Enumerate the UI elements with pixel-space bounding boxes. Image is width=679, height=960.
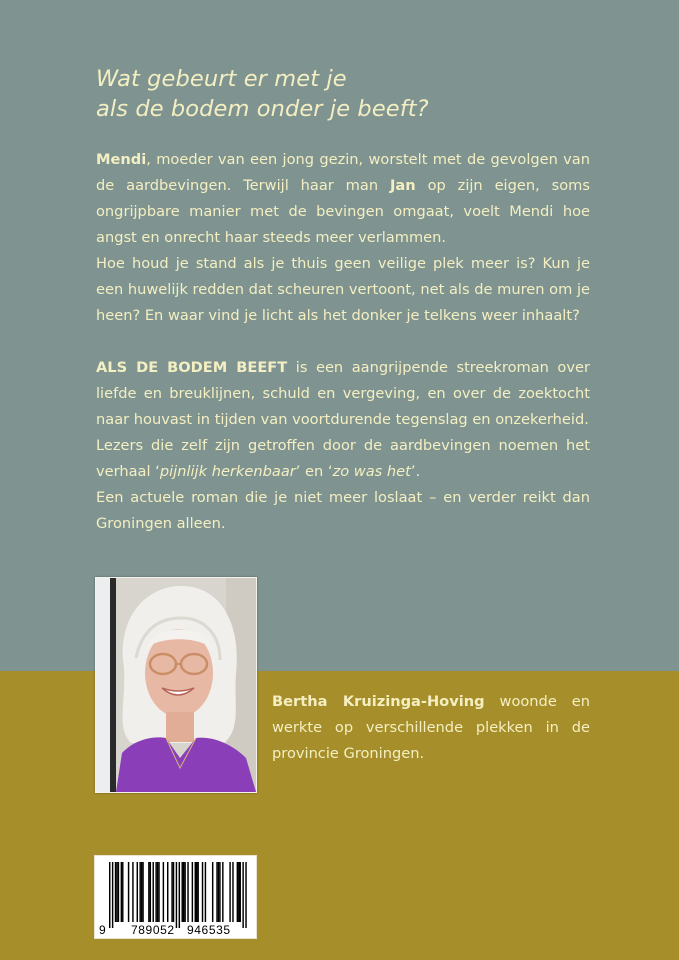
- book-title: ALS DE BODEM BEEFT: [96, 359, 288, 376]
- character-name-jan: Jan: [390, 177, 416, 194]
- barcode-icon: [95, 856, 256, 938]
- spacer: [96, 329, 590, 355]
- tagline-line-2: als de bodem onder je beeft?: [96, 96, 429, 122]
- barcode-digit-first: 9: [99, 923, 106, 937]
- blurb-text: is een aangrijpende streekroman over liefde en breuklijnen, schuld en vergeving, en over de zoektocht naar houvast in tijden van voortdurende tegenslag en onzekerheid.: [96, 359, 590, 428]
- blurb-paragraph-5: Een actuele roman die je niet meer loslaat – en verder reikt dan Groningen alleen.: [96, 489, 590, 532]
- author-photo: [95, 577, 257, 793]
- blurb: [96, 147, 590, 537]
- author-portrait-icon: [96, 578, 256, 792]
- quote-2: zo was het: [332, 463, 411, 480]
- author-bio: [272, 689, 590, 767]
- blurb-text: op zijn eigen, soms ongrijpbare manier met de bevingen omgaat, voelt Mendi hoe angst en onrecht haar steeds meer verlammen.: [96, 177, 590, 246]
- blurb-text: ’.: [410, 463, 421, 480]
- tagline-line-1: Wat gebeurt er met je: [96, 66, 347, 92]
- blurb-text: , moeder van een jong gezin, worstelt met de gevolgen van de aardbevingen. Terwijl haar man: [96, 151, 590, 194]
- blurb-paragraph-1: [96, 147, 590, 251]
- blurb-paragraph-4: [96, 433, 590, 485]
- author-name: Bertha Kruizinga-Hoving: [272, 693, 485, 710]
- quote-1: pijnlijk herkenbaar: [159, 463, 296, 480]
- blurb-paragraph-2: Hoe houd je stand als je thuis geen veilige plek meer is? Kun je een huwelijk redden dat scheuren vertoont, net als de muren om je heen? En waar vind je licht als het donker je telkens weer inhaalt?: [96, 255, 590, 324]
- blurb-text: Lezers die zelf zijn getroffen door de aardbevingen noemen het verhaal ‘: [96, 437, 590, 480]
- barcode-digits-right: 946535: [187, 923, 231, 937]
- isbn-barcode: [94, 855, 257, 939]
- barcode-digits-left: 789052: [131, 923, 175, 937]
- character-name-mendi: Mendi: [96, 151, 147, 168]
- blurb-text: ’ en ‘: [295, 463, 333, 480]
- author-bio-text: woonde en werkte op verschillende plekken in de provincie Groningen.: [272, 693, 590, 762]
- tagline-heading: [96, 64, 596, 124]
- blurb-paragraph-3: [96, 355, 590, 433]
